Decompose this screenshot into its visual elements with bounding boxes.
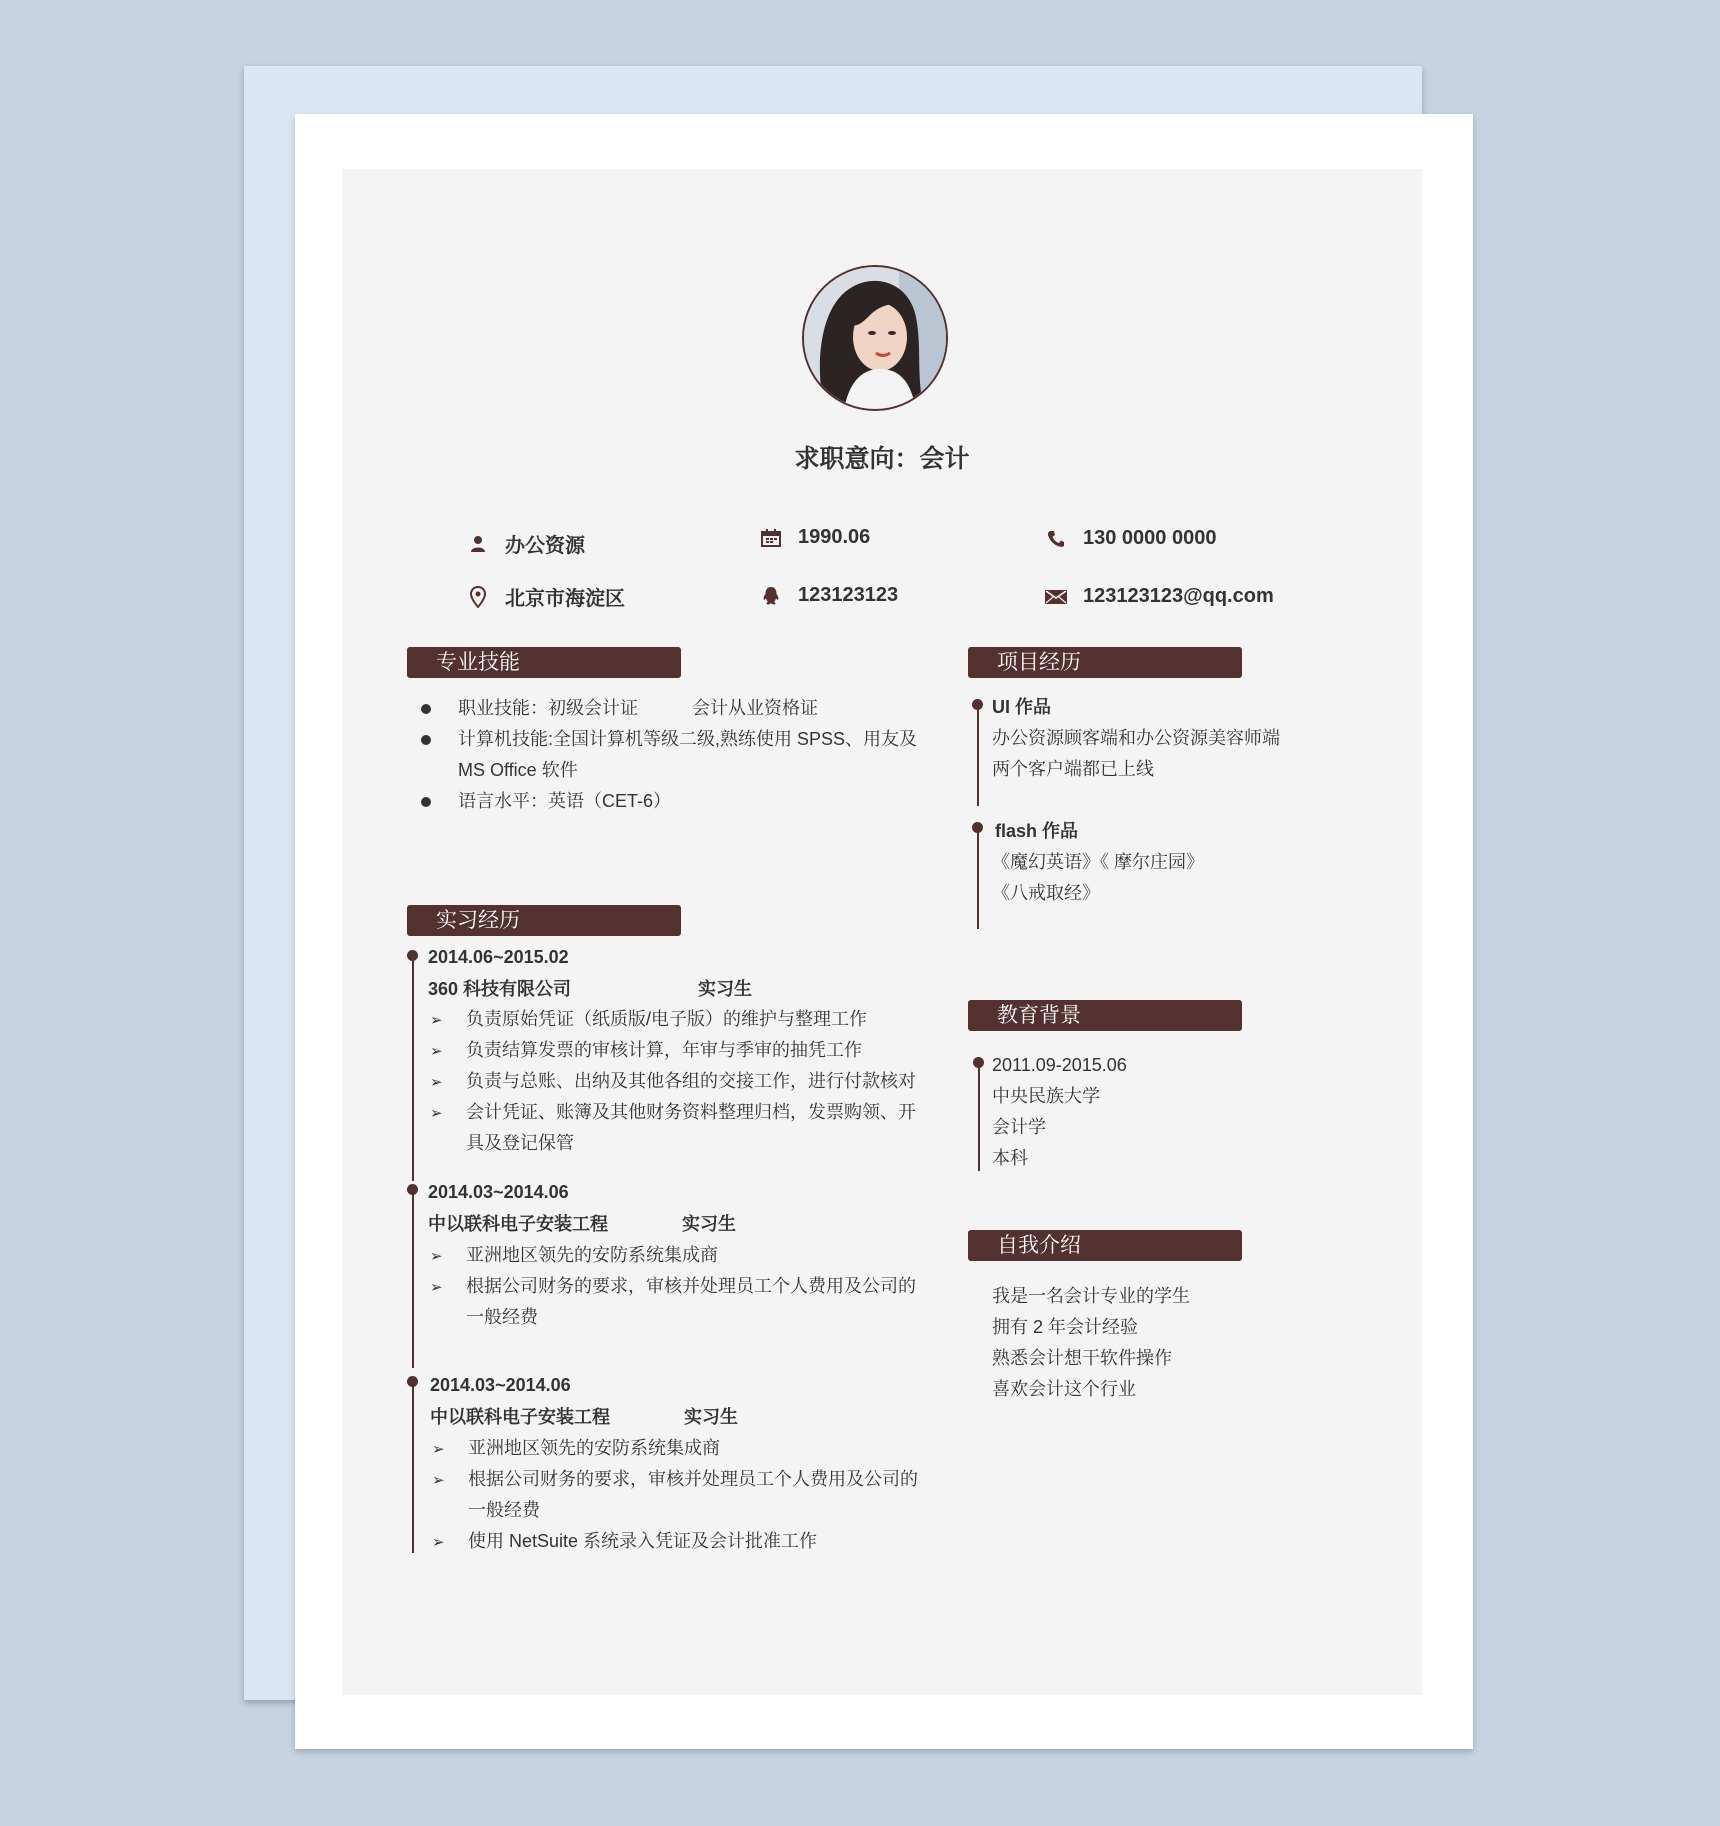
intern-duty: 会计凭证、账簿及其他财务资料整理归档，发票购领、开	[466, 1102, 916, 1122]
qq-icon	[760, 585, 782, 607]
info-qq	[760, 584, 898, 607]
intern-period: 2014.06~2015.02	[428, 947, 569, 967]
person-icon	[467, 533, 489, 555]
arrow-bullet-icon: ➢	[430, 1043, 443, 1060]
intern-duty: 使用 NetSuite 系统录入凭证及会计批准工作	[468, 1531, 818, 1551]
project-line: 两个客户端都已上线	[992, 759, 1154, 779]
section-projects-header: 项目经历	[968, 647, 1242, 678]
education-line: 中央民族大学	[992, 1086, 1100, 1106]
arrow-bullet-icon: ➢	[430, 1105, 443, 1122]
resume-sheet	[295, 114, 1473, 1749]
location-pin-icon	[467, 586, 489, 608]
timeline-dot	[407, 1376, 418, 1387]
job-target: 求职意向：会计	[794, 445, 970, 473]
arrow-bullet-icon: ➢	[430, 1279, 443, 1296]
skill-item: 计算机技能:全国计算机等级二级,熟练使用 SPSS、用友及	[458, 729, 918, 749]
intern-duty: 亚洲地区领先的安防系统集成商	[468, 1438, 720, 1458]
intern-duty: 一般经费	[468, 1500, 540, 1520]
name-value: 办公资源	[505, 535, 585, 557]
education-line: 本科	[992, 1148, 1028, 1168]
intern-company: 中以联科电子安装工程	[430, 1407, 610, 1427]
about-line: 我是一名会计专业的学生	[992, 1286, 1190, 1306]
bullet-dot	[421, 704, 431, 714]
timeline-dot	[407, 950, 418, 961]
timeline-line	[977, 704, 979, 806]
info-email	[1045, 585, 1274, 608]
arrow-bullet-icon: ➢	[430, 1012, 443, 1029]
intern-duty: 负责结算发票的审核计算，年审与季审的抽凭工作	[466, 1040, 862, 1060]
about-line: 喜欢会计这个行业	[992, 1379, 1136, 1399]
arrow-bullet-icon: ➢	[432, 1534, 445, 1551]
info-phone	[1045, 527, 1216, 550]
intern-duty: 负责原始凭证（纸质版/电子版）的维护与整理工作	[466, 1009, 867, 1029]
intern-company: 中以联科电子安装工程	[428, 1214, 608, 1234]
intern-period: 2014.03~2014.06	[428, 1182, 569, 1202]
intern-duty: 根据公司财务的要求，审核并处理员工个人费用及公司的	[466, 1276, 916, 1296]
intern-period: 2014.03~2014.06	[430, 1375, 571, 1395]
timeline-dot	[407, 1184, 418, 1195]
skill-item: MS Office 软件	[458, 760, 578, 780]
arrow-bullet-icon: ➢	[430, 1074, 443, 1091]
intern-duty: 一般经费	[466, 1307, 538, 1327]
avatar	[802, 265, 948, 411]
timeline-dot	[972, 699, 983, 710]
calendar-icon	[760, 527, 782, 549]
phone-icon	[1045, 528, 1067, 550]
education-line: 2011.09-2015.06	[992, 1055, 1127, 1075]
timeline-line	[977, 827, 979, 929]
arrow-bullet-icon: ➢	[430, 1248, 443, 1265]
about-line: 熟悉会计想干软件操作	[992, 1348, 1172, 1368]
arrow-bullet-icon: ➢	[432, 1441, 445, 1458]
intern-company: 360 科技有限公司	[428, 979, 572, 999]
intern-duty: 亚洲地区领先的安防系统集成商	[466, 1245, 718, 1265]
bullet-dot	[421, 735, 431, 745]
intern-role: 实习生	[684, 1407, 738, 1427]
info-name	[467, 529, 585, 558]
section-about-header: 自我介绍	[968, 1230, 1242, 1261]
timeline-line	[412, 1381, 414, 1553]
info-birth	[760, 526, 870, 549]
project-line: 办公资源顾客端和办公资源美容师端	[992, 728, 1280, 748]
intern-duty: 根据公司财务的要求，审核并处理员工个人费用及公司的	[468, 1469, 918, 1489]
project-line: 《八戒取经》	[992, 883, 1100, 903]
resume-body	[342, 169, 1422, 1695]
bullet-dot	[421, 797, 431, 807]
arrow-bullet-icon: ➢	[432, 1472, 445, 1489]
qq-value: 123123123	[798, 584, 899, 606]
education-line: 会计学	[992, 1117, 1046, 1137]
timeline-line	[978, 1062, 980, 1171]
birth-value: 1990.06	[798, 526, 871, 548]
skill-item: 职业技能：初级会计证 会计从业资格证	[458, 698, 818, 718]
about-line: 拥有 2 年会计经验	[992, 1317, 1139, 1337]
timeline-dot	[972, 822, 983, 833]
section-skills-header: 专业技能	[407, 647, 681, 678]
phone-value: 130 0000 0000	[1083, 527, 1217, 549]
project-line: 《魔幻英语》《 摩尔庄园》	[992, 852, 1204, 872]
intern-duty: 负责与总账、出纳及其他各组的交接工作，进行付款核对	[466, 1071, 916, 1091]
timeline-dot	[973, 1057, 984, 1068]
city-value: 北京市海淀区	[505, 588, 625, 610]
info-city	[467, 582, 625, 611]
timeline-line	[412, 1189, 414, 1368]
envelope-icon	[1045, 586, 1067, 608]
project-name: flash 作品	[995, 821, 1079, 841]
skill-item: 语言水平：英语（CET-6）	[458, 791, 672, 811]
intern-role: 实习生	[698, 979, 752, 999]
project-name: UI 作品	[992, 697, 1052, 717]
email-value: 123123123@qq.com	[1083, 585, 1274, 607]
timeline-line	[412, 955, 414, 1181]
intern-duty: 具及登记保管	[466, 1133, 574, 1153]
section-internship-header: 实习经历	[407, 905, 681, 936]
section-education-header: 教育背景	[968, 1000, 1242, 1031]
intern-role: 实习生	[682, 1214, 736, 1234]
